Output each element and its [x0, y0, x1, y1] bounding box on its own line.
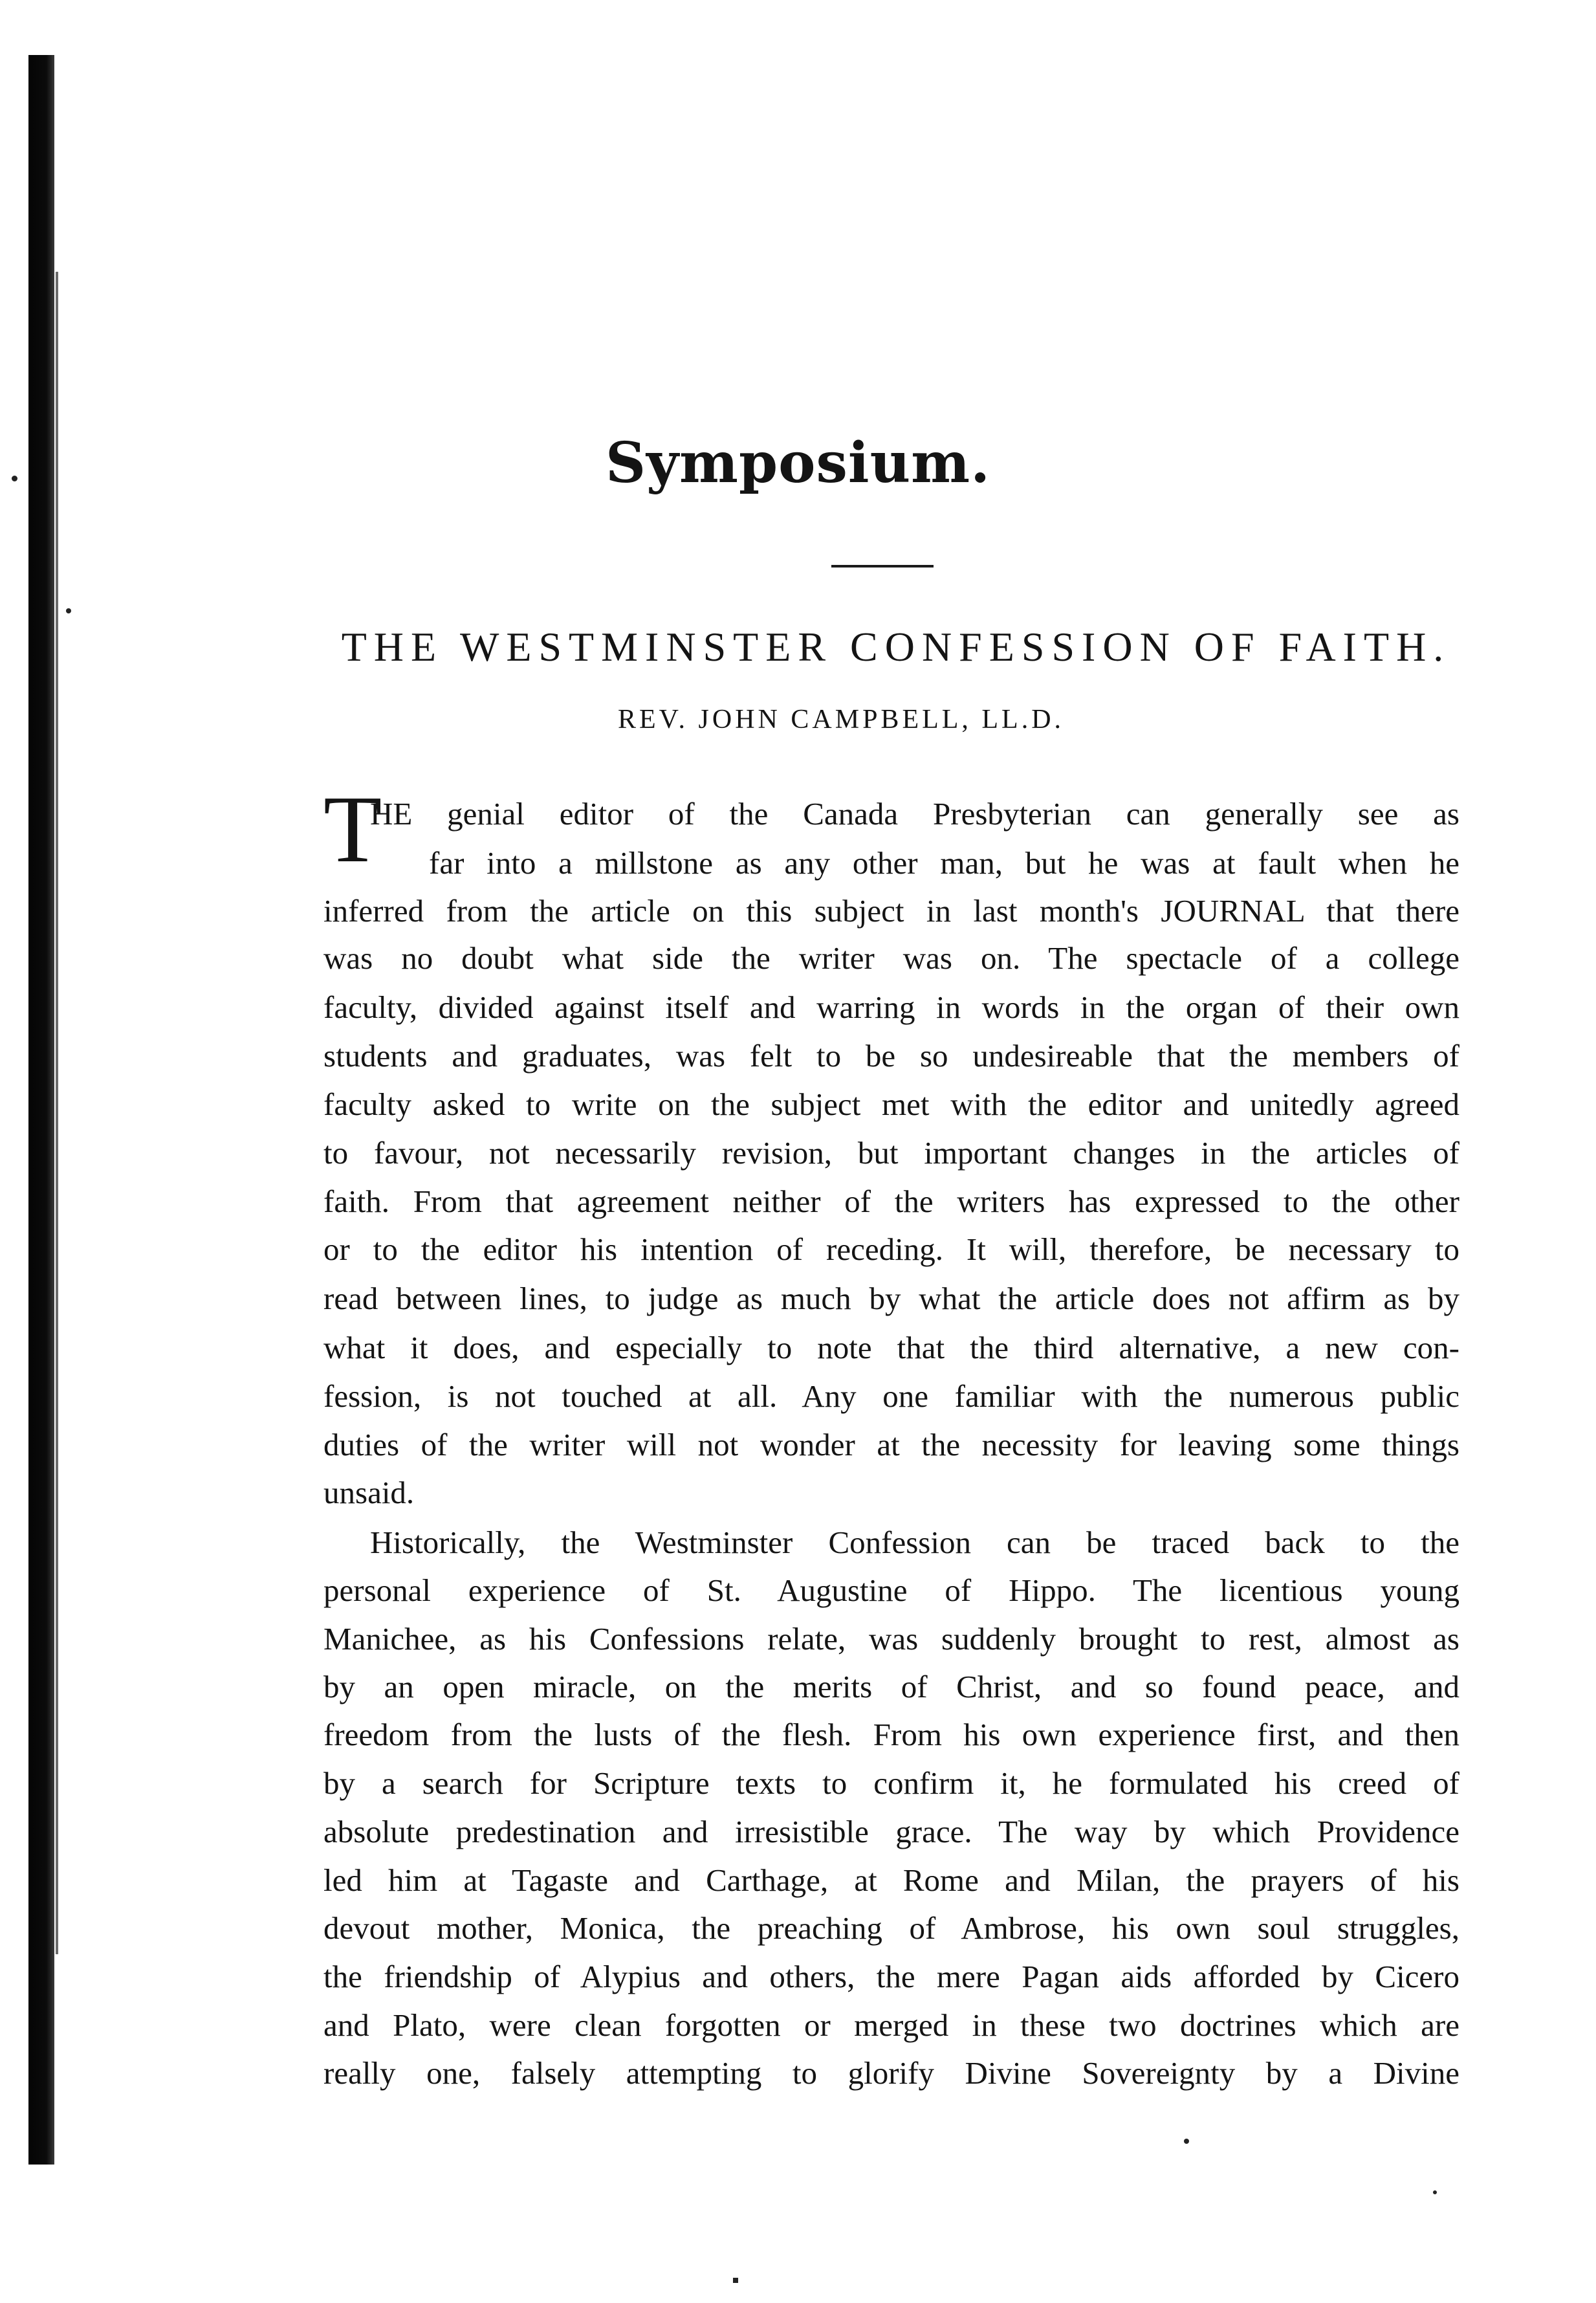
text-line: inferred from the article on this subject in last month's JOURNAL that there: [323, 893, 1459, 929]
text-line: unsaid.: [323, 1475, 415, 1510]
scan-binding-shadow: [56, 272, 58, 1954]
text-line: faculty asked to write on the subject met with the editor and unitedly agreed: [323, 1086, 1459, 1122]
text-line: and Plato, were clean forgotten or merged in these two doctrines which are: [323, 2007, 1459, 2043]
text-line: by a search for Scripture texts to confirm it, he formulated his creed of: [323, 1765, 1459, 1801]
page-mark: [733, 2278, 738, 2283]
text-line: Manichee, as his Confessions relate, was suddenly brought to rest, almost as: [323, 1621, 1459, 1657]
text-line: or to the editor his intention of receding. It will, therefore, be necessary to: [323, 1231, 1459, 1267]
scan-binding-edge: [28, 55, 54, 2165]
article-title: THE WESTMINSTER CONFESSION OF FAITH.: [341, 624, 1451, 670]
section-heading: Symposium.: [605, 430, 991, 496]
text-line: personal experience of St. Augustine of Hippo. The licentious young: [323, 1572, 1459, 1608]
text-line: to favour, not necessarily revision, but important changes in the articles of: [323, 1135, 1459, 1171]
text-line: fession, is not touched at all. Any one familiar with the numerous public: [323, 1378, 1459, 1414]
heading-rule: [831, 565, 934, 567]
text-line: students and graduates, was felt to be so undesireable that the members of: [323, 1038, 1459, 1074]
author-byline: REV. JOHN CAMPBELL, LL.D.: [617, 705, 1065, 734]
drop-cap: T: [323, 777, 382, 883]
text-line: devout mother, Monica, the preaching of Ambrose, his own soul struggles,: [323, 1910, 1459, 1946]
text-line: absolute predestination and irresistible grace. The way by which Providence: [323, 1814, 1459, 1849]
text-line: led him at Tagaste and Carthage, at Rome and Milan, the prayers of his: [323, 1862, 1459, 1898]
text-line: faith. From that agreement neither of the writers has expressed to the other: [323, 1184, 1459, 1219]
text-line: HE genial editor of the Canada Presbyterian can generally see as: [370, 796, 1459, 832]
text-line: really one, falsely attempting to glorify Divine Sovereignty by a Divine: [323, 2055, 1459, 2091]
text-line: by an open miracle, on the merits of Christ, and so found peace, and: [323, 1669, 1459, 1704]
text-line: duties of the writer will not wonder at the necessity for leaving some things: [323, 1427, 1459, 1462]
text-line: faculty, divided against itself and warring in words in the organ of their own: [323, 989, 1459, 1025]
scan-speck: [66, 608, 71, 613]
scan-speck: [1184, 2139, 1189, 2144]
text-line: what it does, and especially to note that the third alternative, a new con-: [323, 1330, 1459, 1365]
text-line: far into a millstone as any other man, but he was at fault when he: [429, 845, 1459, 881]
text-line: read between lines, to judge as much by what the article does not affirm as by: [323, 1281, 1459, 1316]
scan-speck: [1433, 2190, 1437, 2194]
text-line: the friendship of Alypius and others, the mere Pagan aids afforded by Cicero: [323, 1959, 1459, 1994]
text-line: freedom from the lusts of the flesh. From his own experience first, and then: [323, 1717, 1459, 1752]
text-line: Historically, the Westminster Confession can be traced back to the: [370, 1525, 1459, 1560]
text-line: was no doubt what side the writer was on. The spectacle of a college: [323, 940, 1459, 976]
